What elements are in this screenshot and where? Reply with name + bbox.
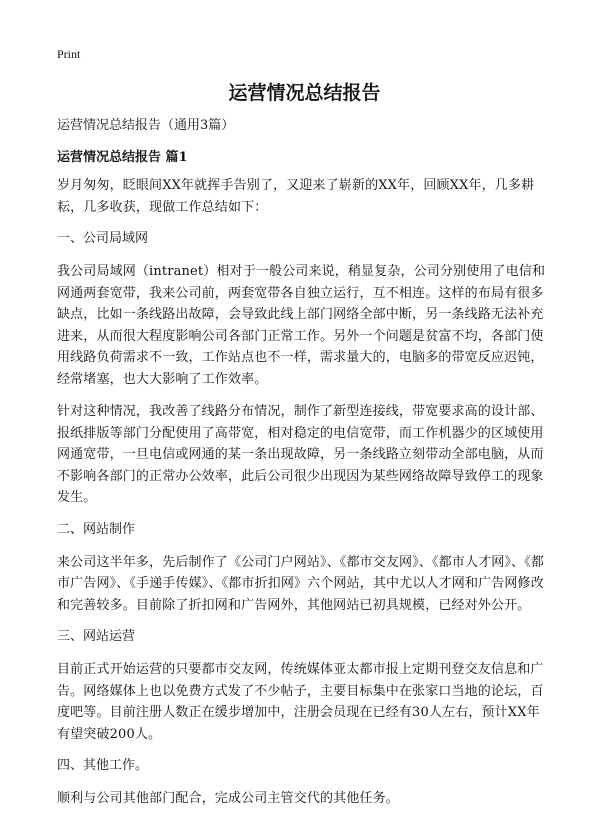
section-heading-lan: 一、公司局域网	[57, 231, 149, 246]
document-title: 运营情况总结报告	[228, 82, 381, 104]
section-heading-other-work: 四、其他工作。	[57, 758, 149, 773]
document-subtitle: 运营情况总结报告（通用3篇）	[57, 118, 235, 133]
intro-paragraph: 岁月匆匆，眨眼间XX年就挥手告别了，又迎来了崭新的XX年，回顾XX年，几多耕耘，几多收获，现做工作总结如下：	[57, 178, 535, 215]
section-lan-paragraph-1: 我公司局域网（intranet）相对于一般公司来说，稍显复杂，公司分别使用了电信和网通两套宽带，我来公司前，两套宽带各自独立运行，互不相连。这样的布局有很多缺点，比如一条线路出故障，会导致此线上部门网络全部中断，另一条线路无法补充进来，从而很大程度影响公司各部门正常工作。另外一个问题是贫富不均，各部门使用线路负荷需求不一致，工作站点也不一样，需求量大的，电脑多的带宽反应迟钝，经常堵塞，也大大影响了工作效率。	[57, 264, 546, 387]
section-website-operation-paragraph: 目前正式开始运营的只要都市交友网，传统媒体亚太都市报上定期刊登交友信息和广告。网络媒体上也以免费方式发了不少帖子，主要目标集中在张家口当地的论坛，百度吧等。目前注册人数正在缓步增加中，注册会员现在已经有30人左右，预计XX年有望突破200人。	[57, 662, 544, 742]
section-lan-paragraph-2: 针对这种情况，我改善了线路分布情况，制作了新型连接线，带宽要求高的设计部、报纸排版等部门分配使用了高带宽，相对稳定的电信宽带，而工作机器少的区域使用网通宽带，一旦电信或网通的某一条出现故障，另一条线路立刻带动全部电脑，从而不影响各部门的正常办公效率，此后公司很少出现因为某些网络故障导致停工的现象发生。	[57, 404, 544, 505]
section-website-building-paragraph: 来公司这半年多，先后制作了《公司门户网站》、《都市交友网》、《都市人才网》、《都市广告网》、《手递手传媒》、《都市折扣网》六个网站，其中尤以人才网和广告网修改和完善较多。目前除了折扣网和广告网外，其他网站已初具规模，已经对外公开。	[57, 554, 545, 613]
section-other-work-paragraph: 顺利与公司其他部门配合，完成公司主管交代的其他任务。	[57, 791, 399, 806]
section-heading-website-building: 二、网站制作	[57, 521, 136, 537]
document-body	[57, 116, 552, 821]
article-title: 运营情况总结报告 篇1	[57, 150, 188, 165]
section-heading-website-operation: 三、网站运营	[57, 629, 136, 644]
print-label: Print	[57, 47, 81, 61]
